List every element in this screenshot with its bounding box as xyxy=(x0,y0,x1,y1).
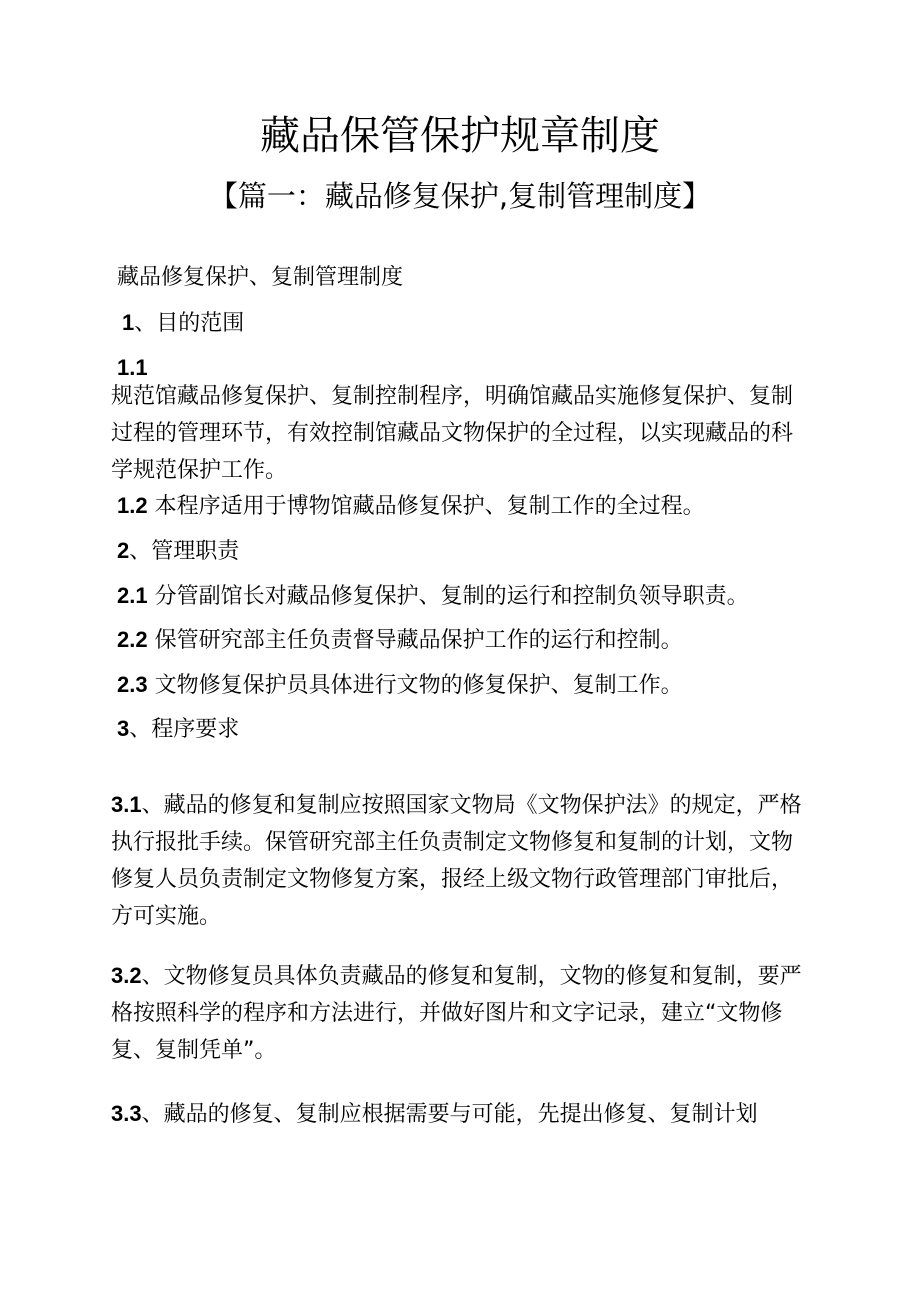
section-3-2 xyxy=(111,957,811,1069)
section-text: 文物修复保护员具体进行文物的修复保护、复制工作。 xyxy=(147,673,683,698)
section-text: 、文物修复员具体负责藏品的修复和复制，文物的修复和复制，要严格按照科学的程序和方法进行，并做好图片和文字记录，建立“文物修复、复制凭单”。 xyxy=(111,964,802,1063)
section-number: 2.3 xyxy=(117,672,148,697)
section-number: 3.3 xyxy=(111,1101,142,1126)
section-3-3 xyxy=(111,1095,831,1133)
section-number: 3 xyxy=(117,716,130,741)
section-text: 分管副馆长对藏品修复保护、复制的运行和控制负领导职责。 xyxy=(147,584,749,609)
section-text: 、目的范围 xyxy=(134,311,245,336)
section-number: 1.2 xyxy=(117,493,148,518)
section-number: 3.2 xyxy=(111,963,142,988)
section-number: 2 xyxy=(117,538,130,563)
section-1-2 xyxy=(117,488,705,525)
section-text: 本程序适用于博物馆藏品修复保护、复制工作的全过程。 xyxy=(147,494,705,519)
section-number: 3.1 xyxy=(111,792,142,817)
section-2-3 xyxy=(117,667,683,704)
section-number: 1.1 xyxy=(117,355,148,380)
section-text: 、藏品的修复、复制应根据需要与可能，先提出修复、复制计划 xyxy=(141,1102,758,1127)
section-number: 1 xyxy=(122,310,135,335)
section-heading: 藏品修复保护、复制管理制度 xyxy=(117,265,404,290)
section-2 xyxy=(117,533,239,570)
section-2-1 xyxy=(117,578,749,615)
document-subtitle: 【篇一：藏品修复保护,复制管理制度】 xyxy=(208,179,712,213)
section-text: 、藏品的修复和复制应按照国家文物局《文物保护法》的规定，严格执行报批手续。保管研究部主任负责制定文物修复和复制的计划，文物修复人员负责制定文物修复方案，报经上级文物行政管理部门审批后，方可实施。 xyxy=(111,793,802,929)
section-text: 保管研究部主任负责督导藏品保护工作的运行和控制。 xyxy=(147,628,683,653)
section-1 xyxy=(122,305,244,342)
section-text: 、程序要求 xyxy=(129,717,240,742)
section-3-1 xyxy=(111,786,811,935)
section-3 xyxy=(117,711,239,748)
section-number: 2.2 xyxy=(117,627,148,652)
section-text: 、管理职责 xyxy=(129,539,240,564)
section-1-1-text: 规范馆藏品修复保护、复制控制程序，明确馆藏品实施修复保护、复制过程的管理环节，有效控制馆藏品文物保护的全过程，以实现藏品的科学规范保护工作。 xyxy=(111,384,794,483)
document-title: 藏品保管保护规章制度 xyxy=(260,113,660,159)
section-number: 2.1 xyxy=(117,583,148,608)
section-2-2 xyxy=(117,622,683,659)
